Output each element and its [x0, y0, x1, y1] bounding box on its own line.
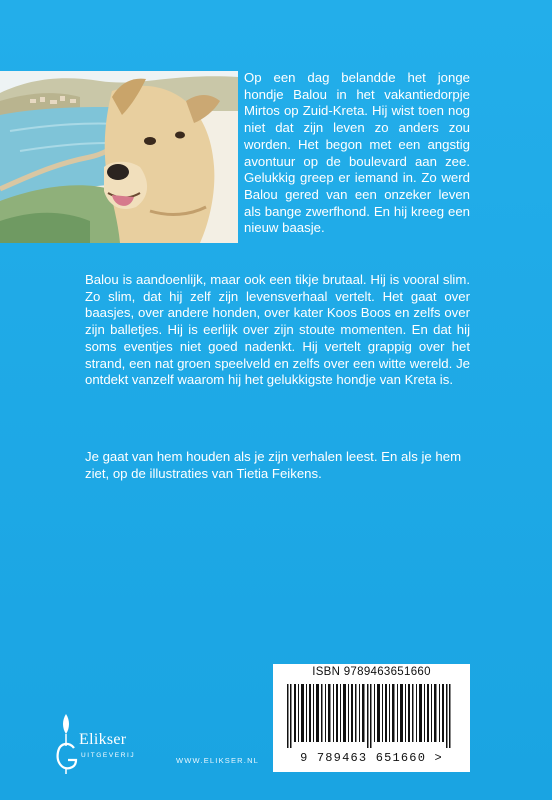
dog-illustration [0, 71, 238, 243]
isbn-barcode-box [273, 664, 470, 772]
barcode-digits: 9 789463 651660 > [300, 751, 443, 765]
closing-paragraph: Je gaat van hem houden als je zijn verhalen leest. En als je hem ziet, op de illustraties van Tietia Feikens. [85, 449, 462, 481]
publisher-subtitle: UITGEVERIJ [81, 752, 136, 759]
publisher-logo [52, 712, 162, 776]
isbn-label: ISBN 9789463651660 [312, 666, 431, 678]
quill-g-icon [52, 712, 80, 776]
publisher-name: Elikser [79, 731, 127, 748]
intro-paragraph: Op een dag belandde het jonge hondje Balou in het vakantiedorpje Mirtos op Zuid-Kreta. Hij wist toen nog niet dat zijn leven zo anders zou worden. Het begon met een angstig avontuur op de boulevard aan zee. Gelukkig greep er iemand in. Zo werd Balou gered van een onzeker leven als bange zwerfhond. En hij kreeg een nieuw baasje. [244, 70, 470, 236]
publisher-website: WWW.ELIKSER.NL [176, 756, 260, 765]
description-paragraph: Balou is aandoenlijk, maar ook een tikje brutaal. Hij is vooral slim. Zo slim, dat hij zelf zijn levensverhaal vertelt. Het gaat over baasjes, over andere honden, over kater Koos Boos en zelfs over zijn balletjes. Hij is eerlijk over zijn stoute momenten. En dat hij soms eventjes niet goed nadenkt. Hij vertelt grappig over het strand, een nat groen speelveld en zelfs over een witte wereld. Je ontdekt vanzelf waarom hij het gelukkigste hondje van Kreta is. [85, 272, 470, 388]
barcode-icon [287, 684, 459, 748]
